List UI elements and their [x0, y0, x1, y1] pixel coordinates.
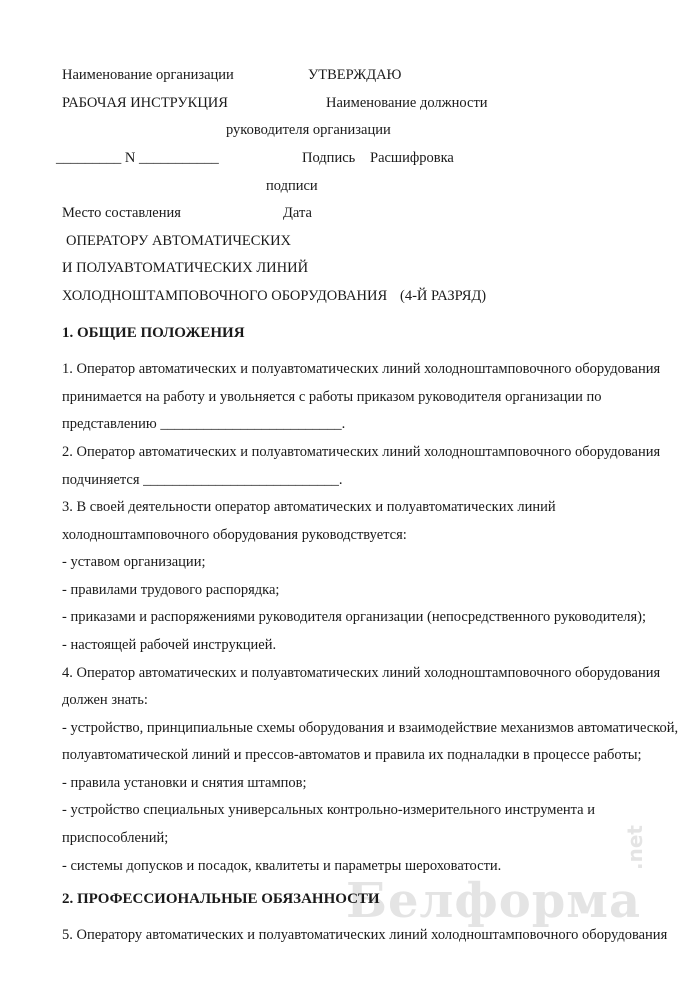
list-item: - системы допусков и посадок, квалитеты и параметры шероховатости. [62, 858, 502, 874]
paragraph-line: холодноштамповочного оборудования руководствуется: [62, 527, 407, 543]
decoding-label: Расшифровка [370, 150, 454, 166]
org-name-label: Наименование организации [62, 67, 234, 83]
paragraph-line: приспособлений; [62, 830, 169, 846]
date-label: Дата [283, 205, 312, 221]
list-item: - приказами и распоряжениями руководителя организации (непосредственного руководителя); [62, 609, 647, 625]
document-number-line: _________ N ___________ [56, 150, 219, 166]
belforma-watermark: Белформа [346, 873, 642, 929]
list-item: - устройство, принципиальные схемы оборудования и взаимодействие механизмов автоматической, [62, 720, 679, 736]
signature-label: Подпись [302, 150, 356, 166]
paragraph-line: принимается на работу и увольняется с работы приказом руководителя организации по [62, 389, 602, 405]
paragraph-line: полуавтоматической линий и прессов-автоматов и правила их подналадки в процессе работы; [62, 747, 642, 763]
place-label: Место составления [62, 205, 181, 221]
list-item: - правилами трудового распорядка; [62, 582, 280, 598]
list-item: - уставом организации; [62, 554, 206, 570]
list-item: - настоящей рабочей инструкцией. [62, 637, 277, 653]
section-2-heading: 2. ПРОФЕССИОНАЛЬНЫЕ ОБЯЗАННОСТИ [62, 891, 380, 907]
title-line-3: ХОЛОДНОШТАМПОВОЧНОГО ОБОРУДОВАНИЯ [62, 288, 388, 304]
title-line-2: И ПОЛУАВТОМАТИЧЕСКИХ ЛИНИЙ [62, 260, 309, 276]
paragraph-line: подчиняется ___________________________. [62, 472, 343, 488]
approve-label: УТВЕРЖДАЮ [308, 67, 402, 83]
title-line-1: ОПЕРАТОРУ АВТОМАТИЧЕСКИХ [66, 233, 292, 249]
belforma-watermark-suffix: .net [623, 825, 647, 870]
signature-caption: подписи [266, 178, 318, 194]
paragraph-line: 4. Оператор автоматических и полуавтоматических линий холодноштамповочного оборудования [62, 665, 661, 681]
doc-type-label: РАБОЧАЯ ИНСТРУКЦИЯ [62, 95, 228, 111]
paragraph-line: 1. Оператор автоматических и полуавтоматических линий холодноштамповочного оборудования [62, 361, 661, 377]
list-item: - устройство специальных универсальных контрольно-измерительного инструмента и [62, 802, 595, 818]
paragraph-line: 5. Оператору автоматических и полуавтоматических линий холодноштамповочного оборудования [62, 927, 668, 943]
paragraph-line: представлению _________________________. [62, 416, 346, 432]
position-name-label: Наименование должности [326, 95, 488, 111]
list-item: - правила установки и снятия штампов; [62, 775, 307, 791]
section-1-heading: 1. ОБЩИЕ ПОЛОЖЕНИЯ [62, 325, 245, 341]
paragraph-line: 3. В своей деятельности оператор автоматических и полуавтоматических линий [62, 499, 556, 515]
paragraph-line: 2. Оператор автоматических и полуавтоматических линий холодноштамповочного оборудования [62, 444, 661, 460]
paragraph-line: должен знать: [62, 692, 148, 708]
head-of-org-label: руководителя организации [226, 122, 391, 138]
grade-label: (4-Й РАЗРЯД) [400, 288, 487, 304]
